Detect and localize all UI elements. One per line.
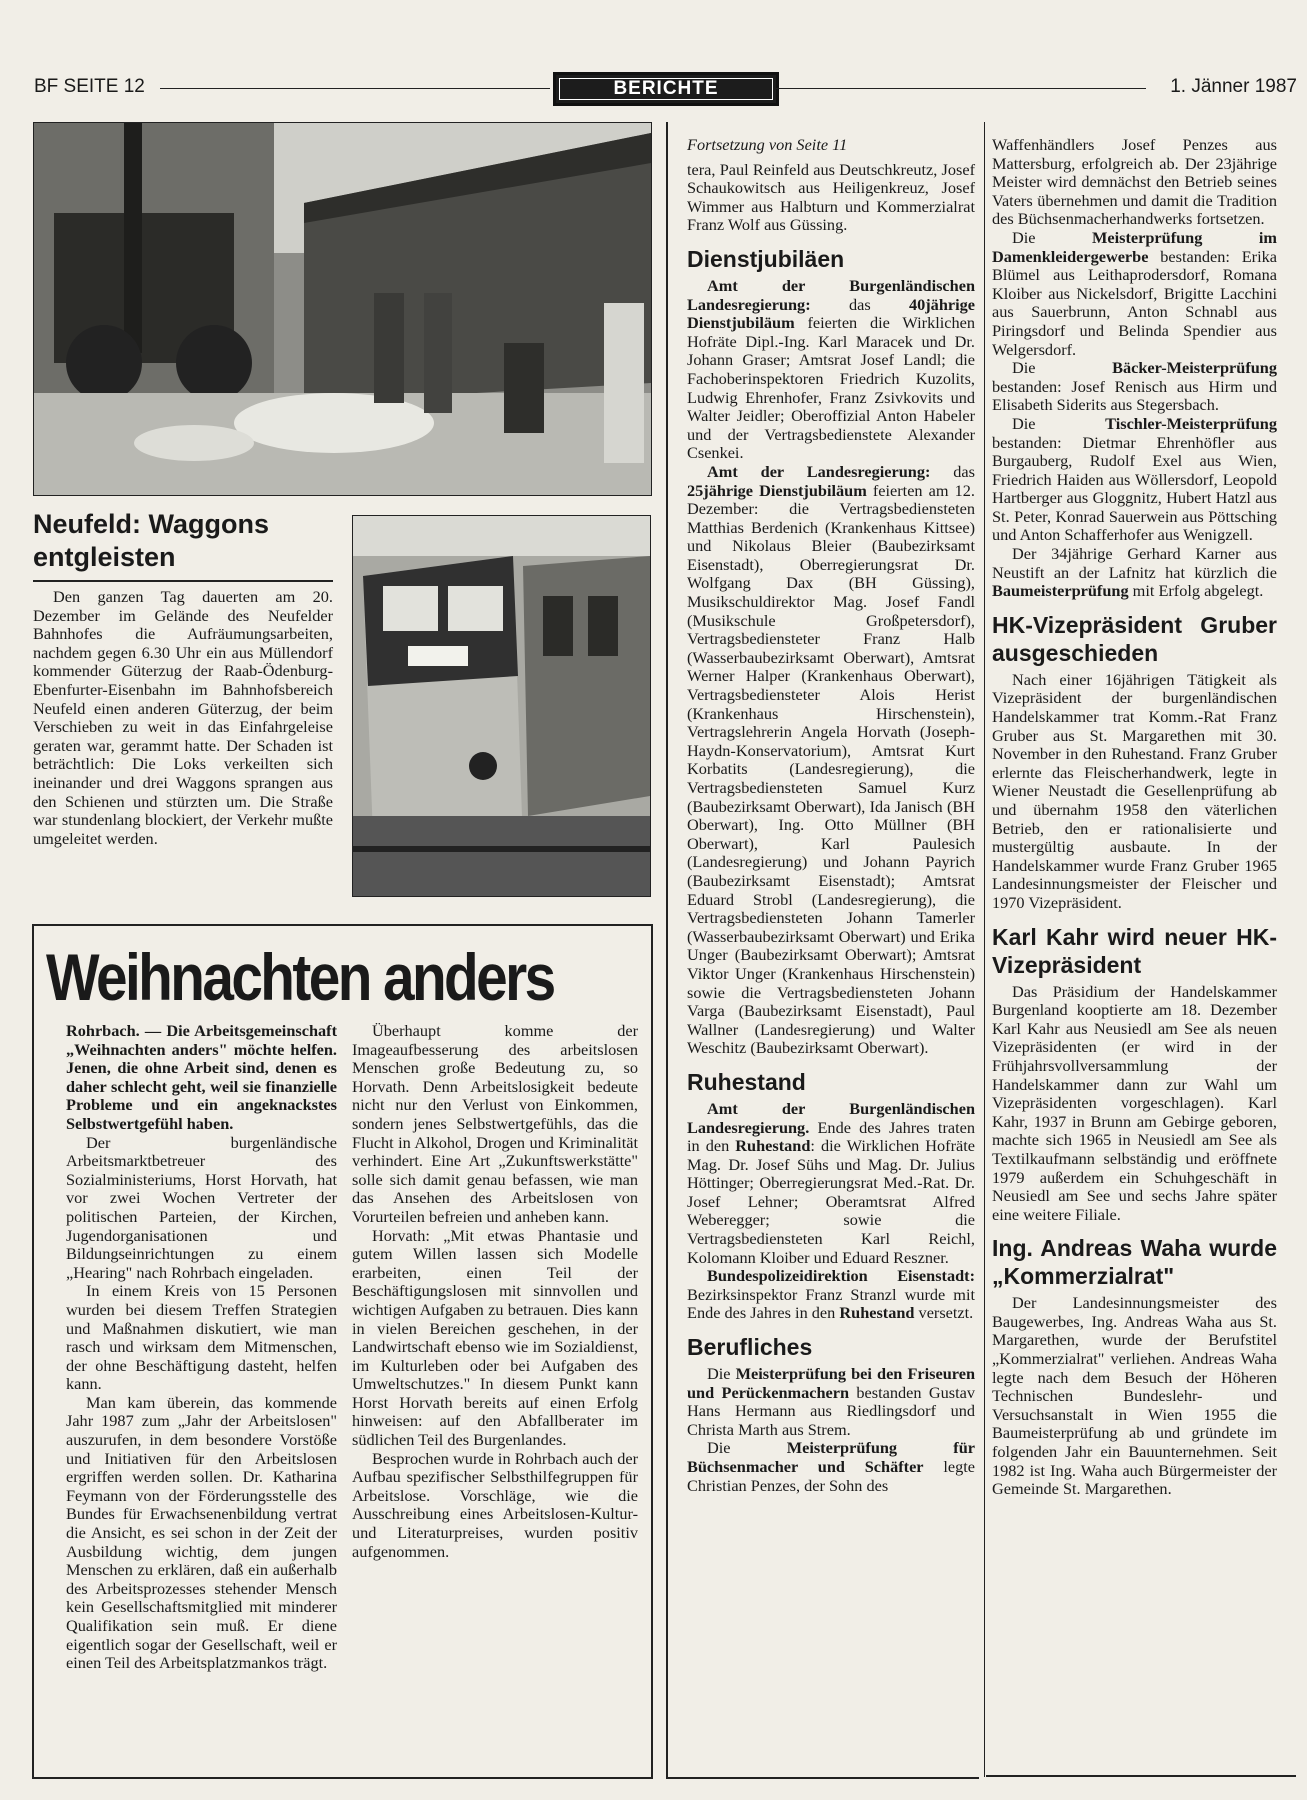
column-rule-mid <box>984 122 985 1777</box>
weihnachten-headline: Weihnachten anders <box>46 940 554 1014</box>
weihnachten-article-box <box>32 924 653 1779</box>
column-4: Waffenhändlers Josef Penzes aus Mattersburg, erfolgreich ab. Der 23jährige Meister wird demnächst den Betrieb seines Vaters übernehmen und damit die Tradition des Büchsenmacherhandwerks fortsetzen. Die Meisterprüfung im Damenkleidergewerbe bestanden: Erika Blümel aus Leithaprodersdorf, Romana Kloiber aus Nickelsdorf, Brigitte Lacchini aus Sauerbrunn, Anton Schnabl aus Piringsdorf und Belinda Spendier aus Welgersdorf. Die Bäcker-Meisterprüfung bestanden: Josef Renisch aus Hirm und Elisabeth Siderits aus Stegersbach. Die Tischler-Meisterprüfung bestanden: Dietmar Ehrenhöfler aus Burgauberg, Rudolf Exel aus Wien, Friedrich Haiden aus Wöllersdorf, Leopold Hartberger aus Gloggnitz, Hubert Hatzl aus St. Peter, Konrad Sauerwein aus Pöttsching und Anton Schafferhofer aus Wenigzell. Der 34jährige Gerhard Karner aus Neustift an der Lafnitz hat kürzlich die Baumeisterprüfung mit Erfolg abgelegt. HK-Vizepräsident Gruber ausgeschieden Nach einer 16jährigen Tätigkeit als Vizepräsident der burgenländischen Handelskammer trat Komm.-Rat Franz Gruber aus St. Margarethen mit 30. November in den Ruhestand. Franz Gruber erlernte das Fleischerhandwerk, legte in Wiener Neustadt die Gesellenprüfung ab und übernahm 1958 den väterlichen Betrieb, den er rationalisierte und mustergültig ausbaute. In der Handelskammer wurde Franz Gruber 1965 Landesinnungsmeister der Fleischer und 1970 Vizepräsident. Karl Kahr wird neuer HK-Vizepräsident Das Präsidium der Handelskammer Burgenland kooptierte am 18. Dezember Karl Kahr aus Neusiedl am See als neuen Vizepräsidenten (er wird in der Frühjahrsvollversammlung der Handelskammer dann zur Wahl um Vizepräsidenten vorgeschlagen). Karl Kahr, 1937 in Brunn am Gebirge geboren, machte sich 1965 in Neusiedl am See als Textilkaufmann selbständig und eröffnete 1979 außerdem ein Schuhgeschäft in Neusiedl am See und sechs Jahre später eine weitere Filiale. Ing. Andreas Waha wurde „Kommerzialrat" Der Landesinnungsmeister des Baugewerbes, Ing. Andreas Waha aus St. Margarethen, wurde der Berufstitel „Kommerzialrat" verliehen. Andreas Waha legte nach dem Besuch der Höheren Technischen Bundeslehr- und Versuchsanstalt in Wien 1955 die Baumeisterprüfung ab und gründete im folgenden Jahr ein Bauunternehmen. Seit 1982 ist Ing. Waha auch Bürgermeister der Gemeinde St. Margarethen. <box>992 135 1277 1499</box>
neufeld-article <box>33 508 333 848</box>
section-title: BERICHTE <box>553 72 779 106</box>
column-3: Fortsetzung von Seite 11 tera, Paul Reinfeld aus Deutschkreutz, Josef Schaukowitsch aus Heiligenkreuz, Josef Wimmer aus Halbturn und Kommerzialrat Franz Wolf aus Güssing. Dienstjubiläen Amt der Burgenländischen Landesregierung: das 40jährige Dienstjubiläum feierten die Wirklichen Hofräte Dipl.-Ing. Karl Maracek und Dr. Johann Graser; Amtsrat Josef Landl; die Fachoberinspektoren Friedrich Kuzolits, Ludwig Ehrenhofer, Franz Zsivkovits und Walter Jeidler; Oberoffizial Anton Habeler und der Vertragsbedienstete Alexander Csenkei. Amt der Landesregierung: das 25jährige Dienstjubiläum feierten am 12. Dezember: die Vertragsbediensteten Matthias Berdenich (Krankenhaus Kittsee) und Nikolaus Bleier (Baubezirksamt Eisenstadt), Oberregierungsrat Dr. Wolfgang Dax (BH Güssing), Musikschuldirektor Mag. Josef Fandl (Musikschule Großpetersdorf), Vertragsbediensteter Franz Halb (Wasserbaubezirksamt Oberwart), Amtsrat Werner Halper (Krankenhaus Oberwart), Vertragsbediensteter Alois Herist (Krankenhaus Hirschenstein), Vertragslehrerin Angela Horvath (Joseph-Haydn-Konservatorium), Amtsrat Kurt Korbatits (Landesregierung), die Vertragsbediensteten Samuel Kurz (Baubezirksamt Oberwart), Ida Janisch (BH Oberwart), Ing. Otto Müllner (BH Oberwart), Karl Paulesich (Landesregierung) und Johann Payrich (Baubezirksamt Eisenstadt); Amtsrat Eduard Strobl (Landesregierung), die Vertragsbediensteten Johann Tamerler (Wasserbaubezirksamt Oberwart) und Erika Unger (Baubezirksamt Oberwart); Amtsrat Viktor Unger (Krankenhaus Hirschenstein) sowie die Vertragsbediensteten Johann Varga (Baubezirksamt Eisenstadt), Paul Wallner (Landesregierung) und Walter Weschitz (Baubezirksamt Oberwart). Ruhestand Amt der Burgenländischen Landesregierung. Ende des Jahres traten in den Ruhestand: die Wirklichen Hofräte Mag. Dr. Josef Sühs und Mag. Dr. Julius Höttinger; Oberregierungsrat Med.-Rat. Dr. Josef Lehner; Oberamtsrat Alfred Weberegger; sowie die Vertragsbediensteten Karl Reichl, Kolomann Kloiber und Eduard Reszner. Bundespolizeidirektion Eisenstadt: Bezirksinspektor Franz Stranzl wurde mit Ende des Jahres in den Ruhestand versetzt. Berufliches Die Meisterprüfung bei den Friseuren und Perückenmachern bestanden Gustav Hans Hermann aus Riedlingsdorf und Christa Marth aus Strem. Die Meisterprüfung für Büchsenmacher und Schäfter legte Christian Penzes, der Sohn des <box>687 135 976 1495</box>
derailed-train-photo <box>352 515 651 897</box>
page-label: BF SEITE 12 <box>34 76 145 97</box>
neufeld-body: Den ganzen Tag dauerten am 20. Dezember im Gelände des Neufelder Bahnhofes die Aufräumungsarbeiten, nachdem gegen 6.30 Uhr ein aus Müllendorf kommender Güterzug der Raab-Ödenburg-Ebenfurter-Eisenbahn im Bahnhofsbereich Neufeld einen anderen Güterzug, der beim Verschieben zu weit in das Einfahrgeleise geraten war, gerammt hatte. Der Schaden ist beträchtlich: Die Loks verkeilten sich ineinander und drei Waggons sprangen aus den Schienen und stürzten um. Die Straße war stundenlang blockiert, der Verkehr mußte umgeleitet werden. <box>33 587 333 848</box>
weihnachten-col1: Rohrbach. — Die Arbeitsgemeinschaft „Weihnachten anders" möchte helfen. Jenen, die ohne Arbeit sind, denen es daher schlecht geht, weil sie finanzielle Probleme und ein angeknackstes Selbstwertgefühl haben. Der burgenländische Arbeitsmarktbetreuer des Sozialministeriums, Horst Horvath, hat vor zwei Wochen Vertreter der politischen Parteien, der Kirchen, Jugendorganisationen und Bildungseinrichtungen zu einem „Hearing" nach Rohrbach eingeladen. In einem Kreis von 15 Personen wurden bei diesem Treffen Strategien und Maßnahmen diskutiert, wie man rasch und wirksam dem Mitmenschen, der ohne Beschäftigung dasteht, helfen kann. Man kam überein, das kommende Jahr 1987 zum „Jahr der Arbeitslosen" auszurufen, in dem besondere Vorstöße und Initiativen für den Arbeitslosen ergriffen werden sollen. Dr. Katharina Feymann von der Förderungsstelle des Bundes für Erwachsenenbildung vertrat die Ansicht, es sei schon in der Zeit der Ausbildung wichtig, dem jungen Menschen zu erklären, daß ein außerhalb des Arbeitsprozesses stehender Mensch kein Gesellschaftsmitglied mit minderer Qualifikation sein muß. Er diene eigentlich sogar der Gesellschaft, weil er einen Teil des Arbeitsplatzmankos trägt. <box>66 1021 337 1673</box>
header-rule-left <box>160 88 550 89</box>
continuation-note: Fortsetzung von Seite 11 <box>687 135 848 154</box>
header-rule-right <box>776 88 1146 89</box>
column-rule-bottom <box>986 1775 1296 1777</box>
dienstjubilaeen-heading: Dienstjubiläen <box>687 245 845 272</box>
issue-date: 1. Jänner 1987 <box>1170 76 1297 97</box>
hk-gruber-heading: HK-Vizepräsident Gruber ausgeschieden <box>992 611 1277 666</box>
waha-heading: Ing. Andreas Waha wurde „Kommerzialrat" <box>992 1235 1277 1290</box>
weihnachten-col2: Überhaupt komme der Imageaufbesserung des arbeitslosen Menschen große Bedeutung zu, so Horvath. Denn Arbeitslosigkeit bedeute nicht nur den Verlust von Einkommen, sondern jenes Selbstwertgefühls, das die Flucht in Alkohol, Drogen und Kriminalität verhindert. Eine Art „Zukunftswerkstätte" solle sich damit genau befassen, wie man das Ansehen des Arbeitslosen von Vorurteilen befreien und anheben kann. Horvath: „Mit etwas Phantasie und gutem Willen lassen sich Modelle erarbeiten, einen Teil der Beschäftigungslosen mit sinnvollen und wichtigen Aufgaben zu betrauen. Dies kann in vielen Bereichen geschehen, in der Landwirtschaft ebenso wie im Sozialdienst, im Kulturleben oder bei Aufgaben des Umweltschutzes." In diesem Punkt kann Horst Horvath bereits auf einen Erfolg hinweisen: auf den Abfallberater im südlichen Teil des Burgenlandes. Besprochen wurde in Rohrbach auch der Aufbau spezifischer Selbsthilfegruppen für Arbeitslose. Vorschläge, wie die Ausschreibung eines Arbeitslosen-Kultur- und Literaturpreises, wurden positiv aufgenommen. <box>352 1021 638 1561</box>
construction-site-photo <box>33 122 652 496</box>
berufliches-heading: Berufliches <box>687 1334 813 1361</box>
kahr-heading: Karl Kahr wird neuer HK-Vizepräsident <box>992 923 1277 978</box>
ruhestand-heading: Ruhestand <box>687 1068 806 1095</box>
neufeld-headline: Neufeld: Waggons entgleisten <box>33 508 333 582</box>
